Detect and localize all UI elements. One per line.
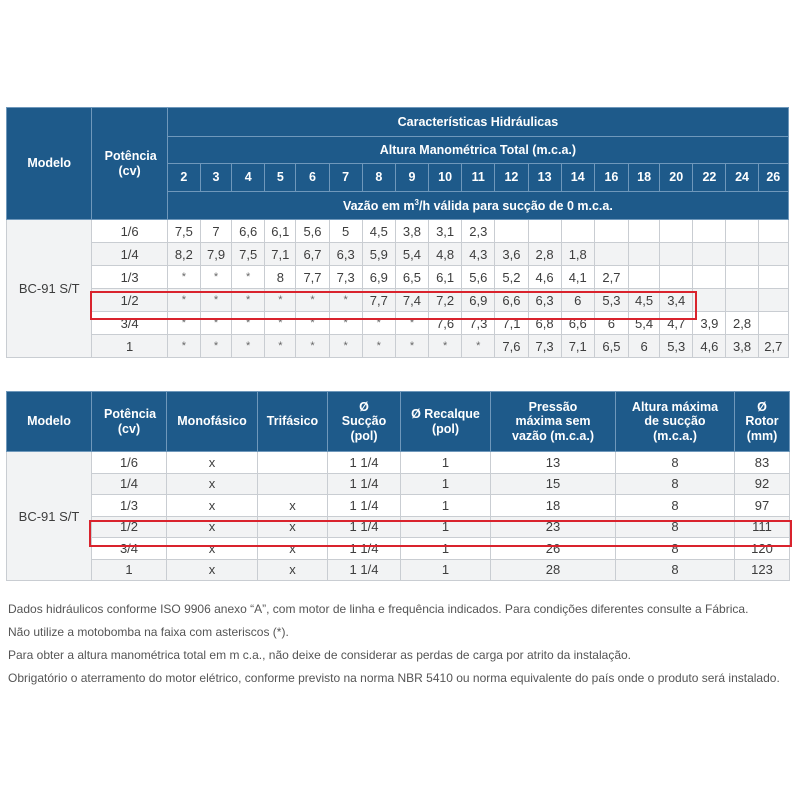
flow-cell: 3,1 <box>429 220 462 243</box>
flow-cell <box>660 220 693 243</box>
flow-cell: * <box>362 312 395 335</box>
suction-cell: 1 1/4 <box>328 495 401 517</box>
flow-cell: 7,3 <box>528 335 561 358</box>
head-value-12: 14 <box>561 164 594 192</box>
head-value-16: 22 <box>693 164 726 192</box>
flow-cell: 6,9 <box>462 289 495 312</box>
flow-cell: 2,8 <box>528 243 561 266</box>
flow-cell: 7,6 <box>429 312 462 335</box>
flow-cell <box>561 220 594 243</box>
flow-cell: * <box>200 312 231 335</box>
flow-cell: 5 <box>329 220 362 243</box>
flow-cell <box>594 243 628 266</box>
suction-cell: 1 1/4 <box>328 538 401 560</box>
note-1: Dados hidráulicos conforme ISO 9906 anexo “A”, com motor de linha e frequência indicados. Para condições diferentes consulte a Fábrica. <box>8 602 749 616</box>
three-phase-cell: x <box>258 516 328 538</box>
flow-cell <box>629 266 660 289</box>
flow-cell: * <box>296 312 329 335</box>
header-model: Modelo <box>7 108 92 220</box>
power-cell: 3/4 <box>92 312 167 335</box>
flow-cell: 2,7 <box>594 266 628 289</box>
flow-cell: 7,9 <box>200 243 231 266</box>
flow-cell: 6,1 <box>265 220 296 243</box>
flow-cell: 6,6 <box>561 312 594 335</box>
suction-cell: 1 1/4 <box>328 559 401 581</box>
rotor-cell: 123 <box>735 559 790 581</box>
flow-cell: * <box>200 335 231 358</box>
flow-cell <box>758 266 788 289</box>
discharge-cell: 1 <box>401 538 491 560</box>
flow-cell: 5,4 <box>395 243 428 266</box>
head-value-9: 11 <box>462 164 495 192</box>
flow-cell: 6 <box>629 335 660 358</box>
flow-cell: 7,7 <box>296 266 329 289</box>
power-cell: 1/4 <box>92 243 167 266</box>
model-name: BC-91 S/T <box>7 452 92 581</box>
flow-cell: 5,6 <box>296 220 329 243</box>
header-discharge-diameter: Ø Recalque (pol) <box>401 392 491 452</box>
flow-cell: 4,7 <box>660 312 693 335</box>
head-value-18: 26 <box>758 164 788 192</box>
flow-cell <box>726 243 758 266</box>
flow-cell: 3,9 <box>693 312 726 335</box>
table-row <box>7 335 789 358</box>
discharge-cell: 1 <box>401 473 491 495</box>
flow-cell: * <box>395 335 428 358</box>
flow-cell: 7,1 <box>495 312 528 335</box>
three-phase-cell <box>258 473 328 495</box>
flow-cell: 6,3 <box>528 289 561 312</box>
flow-cell: 8 <box>265 266 296 289</box>
rotor-cell: 111 <box>735 516 790 538</box>
head-value-8: 10 <box>429 164 462 192</box>
flow-cell: * <box>167 266 200 289</box>
power-cell: 1/2 <box>92 289 167 312</box>
flow-cell: 7,2 <box>429 289 462 312</box>
flow-cell <box>629 243 660 266</box>
table-row <box>7 266 789 289</box>
table-row <box>7 312 789 335</box>
flow-cell: 6,6 <box>232 220 265 243</box>
flow-cell: 7,7 <box>362 289 395 312</box>
flow-cell: 8,2 <box>167 243 200 266</box>
flow-cell: 7,4 <box>395 289 428 312</box>
head-value-14: 18 <box>629 164 660 192</box>
flow-cell: * <box>329 335 362 358</box>
flow-cell: * <box>232 289 265 312</box>
flow-cell: 7,5 <box>232 243 265 266</box>
note-2: Não utilize a motobomba na faixa com asteriscos (*). <box>8 625 289 639</box>
single-phase-cell: x <box>167 495 258 517</box>
flow-cell: 5,3 <box>594 289 628 312</box>
discharge-cell: 1 <box>401 559 491 581</box>
flow-cell <box>495 220 528 243</box>
table-row <box>7 452 790 474</box>
flow-cell: * <box>296 335 329 358</box>
flow-cell: 4,1 <box>561 266 594 289</box>
head-value-5: 7 <box>329 164 362 192</box>
flow-cell: 7,5 <box>167 220 200 243</box>
flow-cell <box>693 289 726 312</box>
three-phase-cell: x <box>258 559 328 581</box>
footnotes <box>8 598 792 690</box>
hydraulic-characteristics-table <box>6 107 789 358</box>
power-cell: 1/6 <box>92 452 167 474</box>
single-phase-cell: x <box>167 473 258 495</box>
pressure-cell: 13 <box>491 452 616 474</box>
head-value-0: 2 <box>167 164 200 192</box>
pressure-cell: 18 <box>491 495 616 517</box>
head-value-7: 9 <box>395 164 428 192</box>
flow-cell: 3,4 <box>660 289 693 312</box>
flow-cell <box>726 266 758 289</box>
flow-cell: * <box>296 289 329 312</box>
single-phase-cell: x <box>167 516 258 538</box>
flow-cell: * <box>462 335 495 358</box>
flow-cell: 4,5 <box>629 289 660 312</box>
head-value-13: 16 <box>594 164 628 192</box>
flow-cell: 4,6 <box>528 266 561 289</box>
header-single-phase: Monofásico <box>167 392 258 452</box>
single-phase-cell: x <box>167 452 258 474</box>
flow-cell: * <box>167 312 200 335</box>
three-phase-cell: x <box>258 538 328 560</box>
header-max-suction-height: Altura máxima de sucção (m.c.a.) <box>616 392 735 452</box>
flow-cell: 2,3 <box>462 220 495 243</box>
power-cell: 1/3 <box>92 495 167 517</box>
head-value-6: 8 <box>362 164 395 192</box>
flow-cell: 7,1 <box>265 243 296 266</box>
flow-cell: * <box>329 312 362 335</box>
flow-cell: * <box>265 289 296 312</box>
flow-cell: * <box>232 312 265 335</box>
flow-cell: * <box>200 266 231 289</box>
header-suction-diameter: Ø Sucção (pol) <box>328 392 401 452</box>
flow-cell: 6,8 <box>528 312 561 335</box>
flow-cell: 7,6 <box>495 335 528 358</box>
single-phase-cell: x <box>167 559 258 581</box>
note-3: Para obter a altura manométrica total em m c.a., não deixe de considerar as perdas de carga por atrito da instalação. <box>8 648 632 662</box>
flow-cell: * <box>362 335 395 358</box>
power-cell: 3/4 <box>92 538 167 560</box>
flow-cell: 4,8 <box>429 243 462 266</box>
max-suction-cell: 8 <box>616 516 735 538</box>
flow-cell: 6,7 <box>296 243 329 266</box>
table-row <box>7 473 790 495</box>
flow-cell <box>693 220 726 243</box>
flow-cell: 5,6 <box>462 266 495 289</box>
flow-cell <box>726 220 758 243</box>
flow-cell <box>629 220 660 243</box>
table-row <box>7 289 789 312</box>
suction-cell: 1 1/4 <box>328 516 401 538</box>
max-suction-cell: 8 <box>616 495 735 517</box>
model-name: BC-91 S/T <box>7 220 92 358</box>
flow-cell <box>758 220 788 243</box>
power-cell: 1/3 <box>92 266 167 289</box>
flow-cell <box>594 220 628 243</box>
header-rotor-diameter: Ø Rotor (mm) <box>735 392 790 452</box>
discharge-cell: 1 <box>401 452 491 474</box>
head-value-11: 13 <box>528 164 561 192</box>
flow-cell: * <box>329 289 362 312</box>
flow-cell: * <box>265 312 296 335</box>
flow-cell: 7,3 <box>462 312 495 335</box>
flow-cell <box>758 312 788 335</box>
flow-cell: 6,9 <box>362 266 395 289</box>
table-row <box>7 243 789 266</box>
flow-cell <box>693 266 726 289</box>
max-suction-cell: 8 <box>616 473 735 495</box>
flow-cell <box>726 289 758 312</box>
header-total-head: Altura Manométrica Total (m.c.a.) <box>167 137 788 164</box>
suction-cell: 1 1/4 <box>328 473 401 495</box>
flow-cell: 6 <box>594 312 628 335</box>
table-row <box>7 559 790 581</box>
flow-cell <box>758 289 788 312</box>
discharge-cell: 1 <box>401 516 491 538</box>
flow-cell <box>660 243 693 266</box>
flow-cell: 4,3 <box>462 243 495 266</box>
flow-cell <box>758 243 788 266</box>
header-flow-label: Vazão em $m^3/h$ válida para sucção de 0 m.c.a. <box>167 192 788 220</box>
header-max-pressure: Pressão máxima sem vazão (m.c.a.) <box>491 392 616 452</box>
rotor-cell: 120 <box>735 538 790 560</box>
specifications-table <box>6 391 790 581</box>
table-row <box>7 220 789 243</box>
rotor-cell: 92 <box>735 473 790 495</box>
header-power: Potência (cv) <box>92 392 167 452</box>
pressure-cell: 26 <box>491 538 616 560</box>
table-row <box>7 516 790 538</box>
rotor-cell: 83 <box>735 452 790 474</box>
header-model: Modelo <box>7 392 92 452</box>
head-value-2: 4 <box>232 164 265 192</box>
flow-cell: 6 <box>561 289 594 312</box>
pressure-cell: 15 <box>491 473 616 495</box>
head-value-4: 6 <box>296 164 329 192</box>
discharge-cell: 1 <box>401 495 491 517</box>
flow-cell: 3,8 <box>395 220 428 243</box>
flow-cell: 5,9 <box>362 243 395 266</box>
max-suction-cell: 8 <box>616 452 735 474</box>
power-cell: 1/2 <box>92 516 167 538</box>
flow-cell: 4,6 <box>693 335 726 358</box>
suction-cell: 1 1/4 <box>328 452 401 474</box>
three-phase-cell <box>258 452 328 474</box>
flow-cell: 3,8 <box>726 335 758 358</box>
header-hydraulic-characteristics: Características Hidráulicas <box>167 108 788 137</box>
flow-cell: 5,2 <box>495 266 528 289</box>
note-4: Obrigatório o aterramento do motor elétrico, conforme previsto na norma NBR 5410 ou norma equivalente do país onde o produto será instalado. <box>8 671 780 685</box>
flow-cell: 2,7 <box>758 335 788 358</box>
head-value-10: 12 <box>495 164 528 192</box>
flow-cell: 6,6 <box>495 289 528 312</box>
max-suction-cell: 8 <box>616 538 735 560</box>
header-power: Potência (cv) <box>92 108 167 220</box>
power-cell: 1/4 <box>92 473 167 495</box>
flow-cell: * <box>395 312 428 335</box>
flow-cell: 6,5 <box>594 335 628 358</box>
flow-cell: * <box>167 335 200 358</box>
flow-cell: 6,5 <box>395 266 428 289</box>
flow-cell: 5,3 <box>660 335 693 358</box>
pressure-cell: 28 <box>491 559 616 581</box>
power-cell: 1 <box>92 335 167 358</box>
flow-cell: * <box>200 289 231 312</box>
head-value-1: 3 <box>200 164 231 192</box>
flow-cell <box>660 266 693 289</box>
flow-cell: 4,5 <box>362 220 395 243</box>
flow-cell <box>693 243 726 266</box>
max-suction-cell: 8 <box>616 559 735 581</box>
flow-cell: * <box>167 289 200 312</box>
flow-cell: 3,6 <box>495 243 528 266</box>
flow-cell: 5,4 <box>629 312 660 335</box>
table-row <box>7 495 790 517</box>
power-cell: 1/6 <box>92 220 167 243</box>
flow-cell: 7,1 <box>561 335 594 358</box>
power-cell: 1 <box>92 559 167 581</box>
flow-cell: 2,8 <box>726 312 758 335</box>
head-value-3: 5 <box>265 164 296 192</box>
flow-cell: 1,8 <box>561 243 594 266</box>
three-phase-cell: x <box>258 495 328 517</box>
head-value-17: 24 <box>726 164 758 192</box>
head-value-15: 20 <box>660 164 693 192</box>
flow-cell <box>528 220 561 243</box>
table-row <box>7 538 790 560</box>
pressure-cell: 23 <box>491 516 616 538</box>
rotor-cell: 97 <box>735 495 790 517</box>
flow-cell: 7,3 <box>329 266 362 289</box>
flow-cell: * <box>232 266 265 289</box>
flow-cell: * <box>265 335 296 358</box>
flow-cell: 6,1 <box>429 266 462 289</box>
flow-cell: 6,3 <box>329 243 362 266</box>
flow-cell: 7 <box>200 220 231 243</box>
flow-cell: * <box>232 335 265 358</box>
header-three-phase: Trifásico <box>258 392 328 452</box>
flow-cell: * <box>429 335 462 358</box>
single-phase-cell: x <box>167 538 258 560</box>
